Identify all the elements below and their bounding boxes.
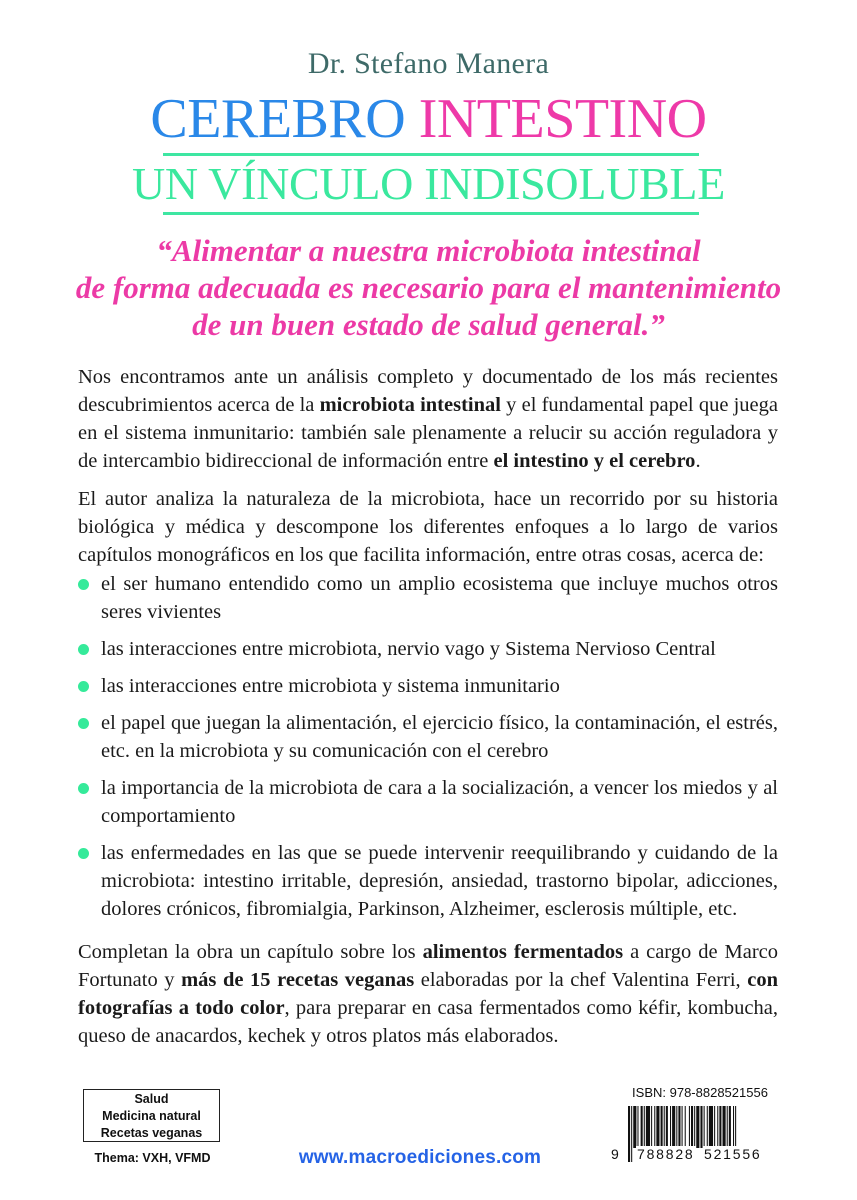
title-cerebro: CEREBRO <box>150 88 406 150</box>
subject-item: Medicina natural <box>102 1109 201 1123</box>
barcode-bar <box>707 1106 708 1148</box>
closing-paragraph <box>78 938 778 1050</box>
barcode-bar <box>733 1106 734 1148</box>
barcode-bar <box>646 1106 650 1148</box>
barcode-bar <box>633 1106 636 1148</box>
barcode-bar <box>691 1106 693 1148</box>
list-item <box>78 570 778 626</box>
barcode-bar <box>661 1106 663 1148</box>
author-name: Dr. Stefano Manera <box>307 47 550 80</box>
barcode-bar <box>672 1106 675 1148</box>
barcode-bar <box>700 1106 702 1148</box>
text: y el fundamental papel que juega en el sistema inmunitario: también sale plenamente a relucir su acción reguladora y de intercambio bidireccional de información entre <box>78 394 779 472</box>
bullet-icon <box>78 718 89 729</box>
list-item-text: el ser humano entendido como un amplio ecosistema que incluye muchos otros seres vivientes <box>101 573 778 623</box>
barcode-bar <box>727 1106 728 1148</box>
list-item <box>78 635 778 663</box>
subject-item: Recetas veganas <box>100 1126 203 1140</box>
text: . <box>695 450 701 472</box>
text: elaboradas por la chef Valentina Ferri, <box>414 969 748 991</box>
barcode-digits <box>610 1146 780 1162</box>
subject-item: Salud <box>134 1092 169 1106</box>
intro-paragraph <box>78 363 778 475</box>
bullet-icon <box>78 644 89 655</box>
barcode-digits-right: 521556 <box>704 1146 762 1162</box>
barcode-bar <box>637 1106 638 1148</box>
barcode-bar <box>670 1106 671 1148</box>
barcode-bar <box>666 1106 668 1148</box>
title-intestino: INTESTINO <box>418 88 707 150</box>
list-item-text: las interacciones entre microbiota y sistema inmunitario <box>101 675 560 697</box>
barcode-bar <box>678 1106 680 1148</box>
barcode-bar <box>656 1106 659 1148</box>
barcode-bar <box>676 1106 677 1148</box>
website-link[interactable]: www.macroediciones.com <box>298 1147 542 1168</box>
title-rule-top <box>163 153 699 156</box>
barcode-bar <box>664 1106 665 1148</box>
thema-codes: Thema: VXH, VFMD <box>94 1151 211 1165</box>
quote-line: de forma adecuada es necesario para el mantenimiento <box>75 270 782 305</box>
list-item <box>78 709 778 765</box>
book-subtitle: UN VÍNCULO INDISOLUBLE <box>131 158 726 209</box>
barcode-digit-first: 9 <box>611 1146 619 1162</box>
barcode-bar <box>723 1106 726 1148</box>
barcode-bar <box>689 1106 690 1148</box>
book-title <box>0 89 857 149</box>
emphasis: microbiota intestinal <box>319 394 501 416</box>
barcode-bar <box>709 1106 713 1148</box>
bullet-icon <box>78 783 89 794</box>
barcode-bar <box>696 1106 699 1148</box>
text: a cargo de Marco Fortunato y <box>78 941 778 991</box>
author-paragraph: El autor analiza la naturaleza de la microbiota, hace un recorrido por su historia biológica y médica y descompone los diferentes enfoques a lo largo de varios capítulos monográficos en los que facilita información, entre otras cosas, acerca de: <box>78 488 778 566</box>
list-item-text: las enfermedades en las que se puede intervenir reequilibrando y cuidando de la microbiota: intestino irritable, depresión, ansiedad, trastorno bipolar, adicciones, dolores crónicos, fibromialgia, Parkinson, Alzheimer, esclerosis múltiple, etc. <box>101 842 778 920</box>
quote-line: “Alimentar a nuestra microbiota intestinal <box>156 233 701 268</box>
emphasis: el intestino y el cerebro <box>493 450 696 472</box>
list-item <box>78 774 778 830</box>
barcode-bar <box>714 1106 715 1148</box>
list-item <box>78 839 778 923</box>
list-item <box>78 672 778 700</box>
barcode-bar <box>729 1106 731 1148</box>
list-item-text: el papel que juegan la alimentación, el ejercicio físico, la contaminación, el estrés, etc. en la microbiota y su comunicación con el cerebro <box>101 712 778 762</box>
bullet-icon <box>78 848 89 859</box>
title-rule-bottom <box>163 212 699 215</box>
bullet-icon <box>78 681 89 692</box>
topics-list <box>78 570 778 932</box>
pull-quote <box>40 232 817 343</box>
text: Nos encontramos ante un análisis completo y documentado de los más recientes descubrimientos acerca de la <box>78 366 778 416</box>
list-item-text: las interacciones entre microbiota, nervio vago y Sistema Nervioso Central <box>101 638 716 660</box>
barcode-bar <box>644 1106 645 1148</box>
barcode-bar <box>651 1106 652 1148</box>
barcode-bar <box>654 1106 655 1148</box>
emphasis: con fotografías a todo color <box>78 969 778 1019</box>
emphasis: más de 15 recetas veganas <box>181 969 415 991</box>
quote-line: de un buen estado de salud general.” <box>192 307 665 342</box>
isbn-label: ISBN: 978-8828521556 <box>632 1085 768 1100</box>
barcode-bar <box>719 1106 721 1148</box>
list-item-text: la importancia de la microbiota de cara a la socialización, a vencer los miedos y al comportamiento <box>101 777 778 827</box>
emphasis: alimentos fermentados <box>422 941 624 963</box>
barcode-bar <box>694 1106 695 1148</box>
subject-box <box>83 1089 220 1142</box>
barcode-bar <box>717 1106 718 1148</box>
barcode-bar <box>704 1106 705 1148</box>
bullet-icon <box>78 579 89 590</box>
text: Completan la obra un capítulo sobre los <box>78 941 423 963</box>
barcode-digits-left: 788828 <box>637 1146 695 1162</box>
barcode-bar <box>641 1106 643 1148</box>
text: , para preparar en casa fermentados como kéfir, kombucha, queso de anacardos, kechek y otros platos más elaborados. <box>78 997 779 1047</box>
